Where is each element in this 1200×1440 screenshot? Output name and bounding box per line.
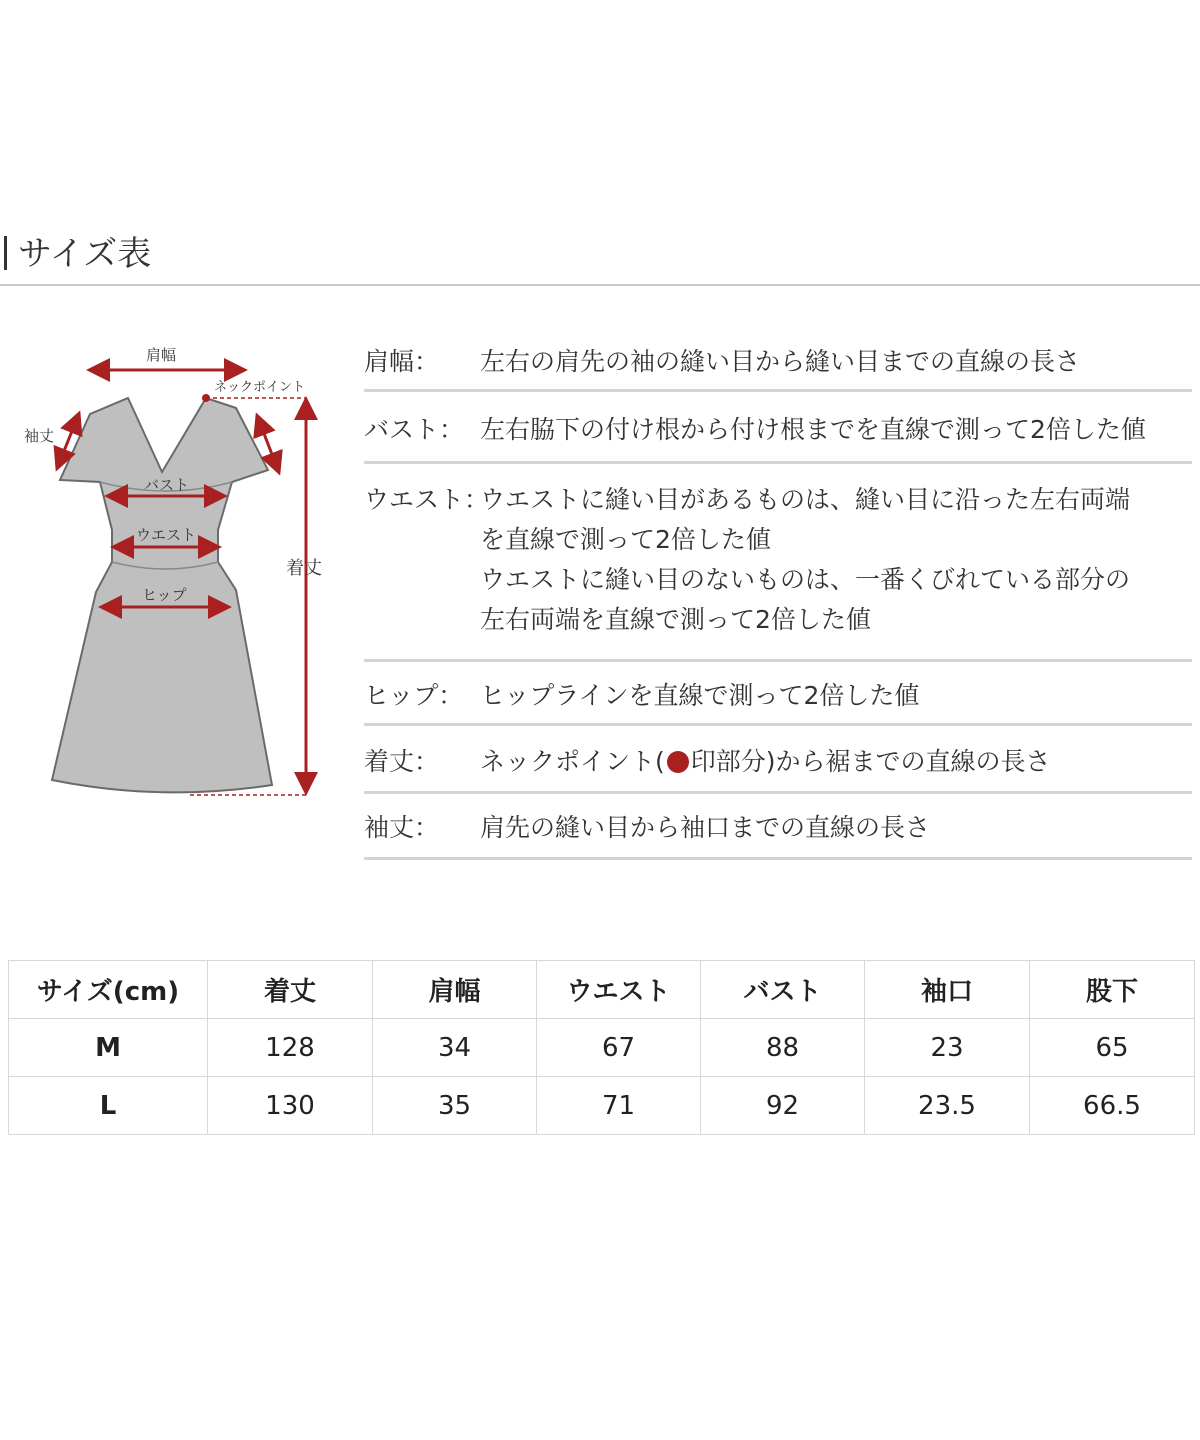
definition-text: 肩先の縫い目から袖口までの直線の長さ [480,813,931,842]
table-cell: 23.5 [865,1077,1030,1135]
table-cell: 130 [208,1077,373,1135]
table-header-row [9,961,1195,1019]
definition-term: ウエスト： [364,485,490,514]
table-row [9,1019,1195,1077]
label-neck-point: ネックポイント [214,380,306,395]
table-cell: 23 [865,1019,1030,1077]
table-cell: 35 [373,1077,537,1135]
definition-row [364,794,1192,860]
header-divider [0,284,1200,286]
title-accent-bar [4,236,7,270]
definition-row [364,662,1192,726]
label-bust: バスト [144,476,190,494]
definition-row [364,726,1192,794]
size-table [8,960,1195,1135]
definition-text: ヒップラインを直線で測って2倍した値 [480,681,920,710]
table-cell: 88 [701,1019,865,1077]
table-cell: 66.5 [1030,1077,1195,1135]
definition-term: 肩幅： [364,347,440,376]
table-cell: 71 [537,1077,701,1135]
measurement-definitions [364,330,1192,860]
definition-text: 左右脇下の付け根から付け根までを直線で測って2倍した値 [480,415,1146,444]
section-header [0,228,1200,286]
column-header: サイズ(cm) [9,961,208,1019]
definition-term: バスト： [364,415,465,444]
red-dot-icon [667,751,689,773]
table-cell: 34 [373,1019,537,1077]
section-title: サイズ表 [18,234,152,274]
definition-text: ウエストに縫い目があるものは、縫い目に沿った左右両端 を直線で測って2倍した値 ウエストに縫い目のないものは、一番くびれている部分の 左右両端を直線で測って2倍した値 [480,485,1131,634]
size-label: L [9,1077,208,1135]
size-label: M [9,1019,208,1077]
definition-term: 着丈： [364,747,440,776]
label-shoulder: 肩幅 [146,346,177,364]
table-cell: 67 [537,1019,701,1077]
definition-row [364,392,1192,464]
table-row [9,1077,1195,1135]
label-sleeve: 袖丈 [24,427,55,445]
label-waist: ウエスト [136,526,197,544]
column-header: ウエスト [537,961,701,1019]
definition-text: ネックポイント( 印部分)から裾までの直線の長さ [480,747,1051,776]
dress-diagram [0,330,340,810]
definition-row [364,330,1192,392]
table-cell: 92 [701,1077,865,1135]
definition-term: 袖丈： [364,813,440,842]
table-cell: 128 [208,1019,373,1077]
definition-row [364,464,1192,662]
column-header: 股下 [1030,961,1195,1019]
label-length: 着丈 [286,558,322,579]
column-header: 袖口 [865,961,1030,1019]
definition-text: 左右の肩先の袖の縫い目から縫い目までの直線の長さ [480,347,1081,376]
column-header: 肩幅 [373,961,537,1019]
table-cell: 65 [1030,1019,1195,1077]
definition-term: ヒップ： [364,681,464,710]
column-header: 着丈 [208,961,373,1019]
column-header: バスト [701,961,865,1019]
label-hip: ヒップ [142,586,187,604]
